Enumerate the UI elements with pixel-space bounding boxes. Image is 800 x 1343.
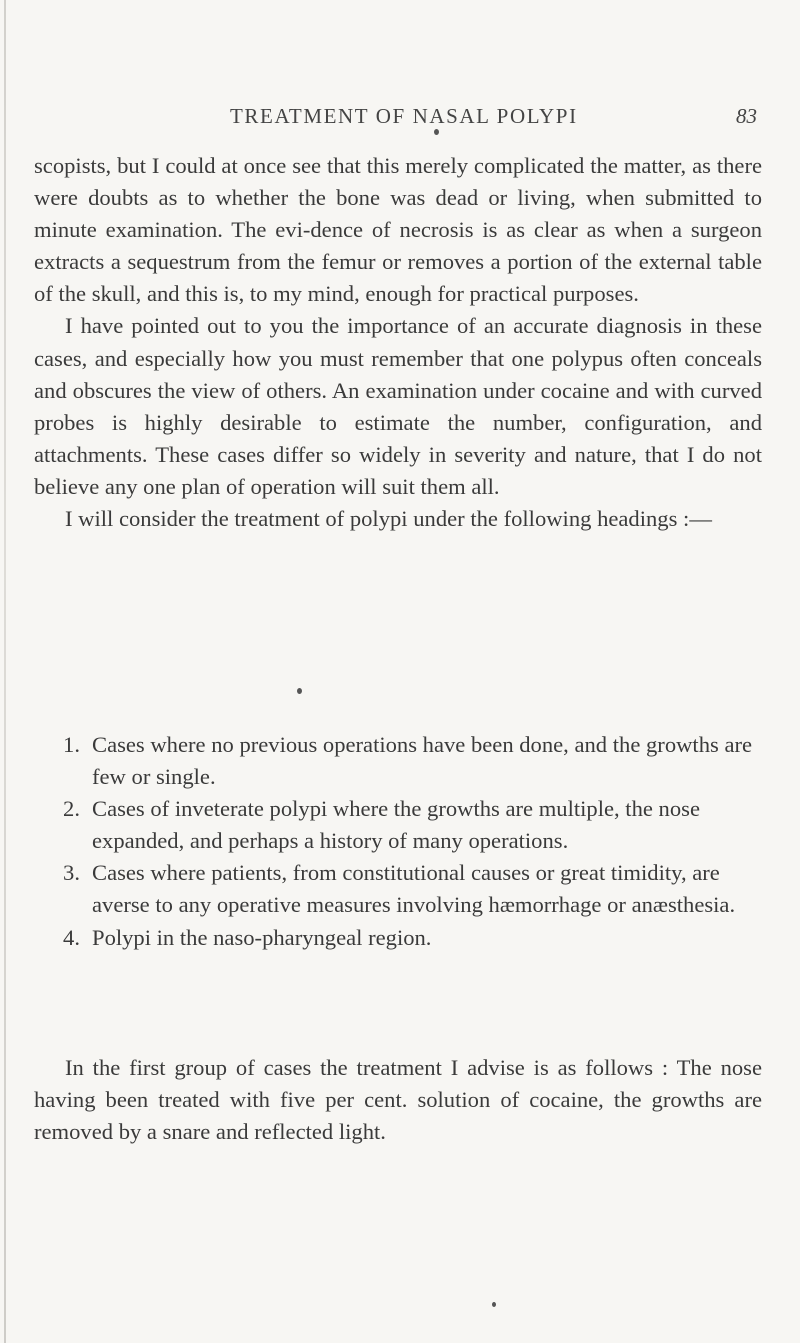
- running-header: [0, 104, 800, 134]
- list-item: [34, 729, 762, 793]
- list-item-number: 2.: [63, 796, 80, 822]
- print-speck: [297, 688, 302, 694]
- print-speck: [434, 129, 439, 135]
- list-item-number: 1.: [63, 732, 80, 757]
- body-text-lower: [34, 1052, 762, 1148]
- paragraph-continued: scopists, but I could at once see that this merely complicated the matter, as there were doubts as to whether the bone was dead or living, when submitted to minute examination. The evi-dence of necrosis is as clear as when a surgeon extracts a sequestrum from the femur or removes a portion of the external table of the skull, and this is, to my mind, enough for practical purposes.: [34, 153, 762, 307]
- headings-list: [34, 729, 762, 954]
- page-number: 83: [736, 104, 757, 128]
- list-item-text: Cases where patients, from constitutional causes or great timidity, are averse to any operative measures involving hæmorrhage or anæsthesia.: [92, 860, 736, 918]
- list-item: [34, 922, 762, 954]
- paragraph-headings-intro: I will consider the treatment of polypi under the following headings :—: [65, 506, 712, 532]
- list-item-text: Cases of inveterate polypi where the growths are multiple, the nose expanded, and perhaps a history of many operations.: [92, 796, 700, 854]
- page-edge-shadow: [4, 0, 6, 1343]
- body-text-upper: [34, 150, 762, 535]
- list-item: [34, 793, 762, 857]
- list-item-text: Cases where no previous operations have been done, and the growths are few or single.: [92, 732, 753, 790]
- paragraph-first-group: In the first group of cases the treatment I advise is as follows : The nose having been treated with five per cent. solution of cocaine, the growths are removed by a snare and reflected light.: [34, 1055, 762, 1145]
- list-item: [34, 857, 762, 921]
- list-item-text: Polypi in the naso-pharyngeal region.: [92, 924, 432, 950]
- list-item-number: 4.: [63, 924, 80, 950]
- paragraph-diagnosis: I have pointed out to you the importance of an accurate diagnosis in these cases, and especially how you must remember that one polypus often conceals and obscures the view of others. An examination under cocaine and with curved probes is highly desirable to estimate the number, configuration, and attachments. These cases differ so widely in severity and nature, that I do not believe any one plan of operation will suit them all.: [34, 313, 762, 499]
- print-speck: [492, 1302, 496, 1307]
- running-title: TREATMENT OF NASAL POLYPI: [230, 104, 578, 128]
- list-item-number: 3.: [63, 860, 80, 886]
